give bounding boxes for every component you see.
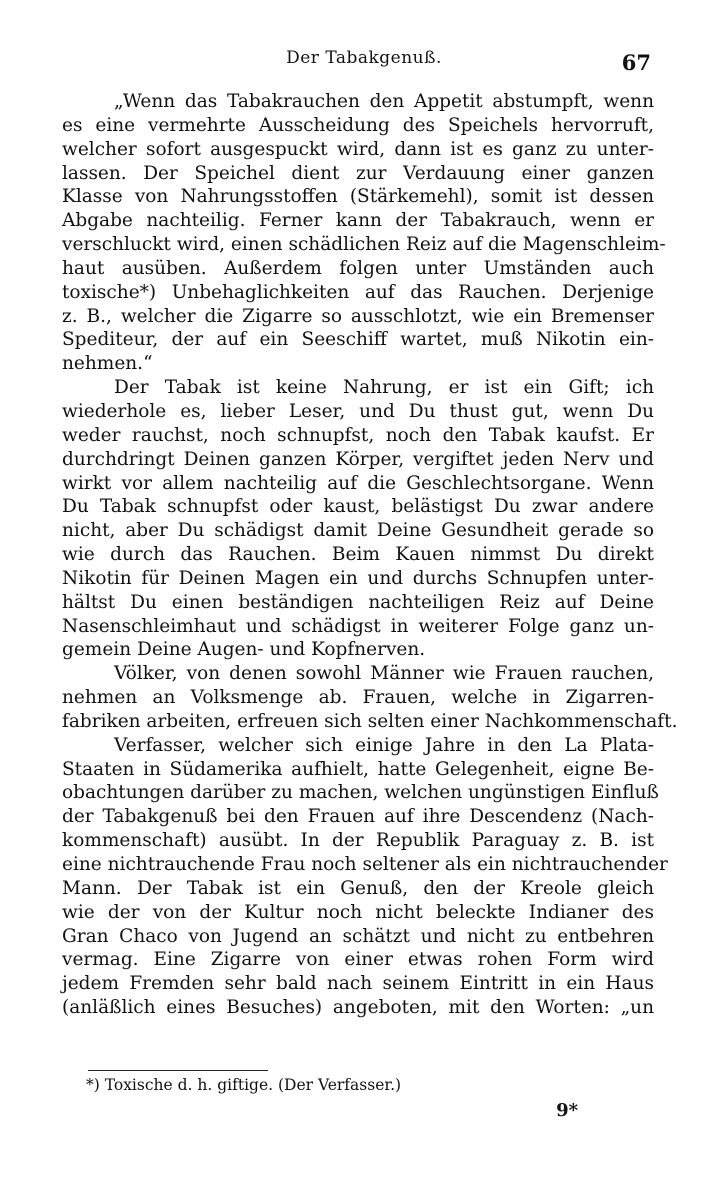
text-line: hältst Du einen beständigen nachteiligen Reiz auf Deine [62, 591, 654, 613]
text-line: nehmen an Volksmenge ab. Frauen, welche in Zigarren- [62, 687, 654, 709]
text-line: Staaten in Südamerika aufhielt, hatte Gelegenheit, eigne Be- [62, 758, 654, 780]
text-line: haut ausüben. Außerdem folgen unter Umständen auch [62, 257, 654, 279]
text-line: kommenschaft) ausübt. In der Republik Paraguay z. B. ist [62, 830, 654, 852]
text-line: wiederhole es, lieber Leser, und Du thust gut, wenn Du [62, 400, 654, 422]
text-line: Der Tabak ist keine Nahrung, er ist ein Gift; ich [114, 377, 654, 399]
page-header [0, 44, 728, 74]
text-line: Gran Chaco von Jugend an schätzt und nicht zu entbehren [62, 925, 654, 947]
text-line: Nasenschleimhaut und schädigst in weiterer Folge ganz un- [62, 615, 654, 637]
page-number: 67 [621, 50, 651, 75]
text-line: vermag. Eine Zigarre von einer etwas rohen Form wird [62, 949, 654, 971]
text-line: „Wenn das Tabakrauchen den Appetit abstumpft, wenn [114, 91, 654, 112]
text-line: nicht, aber Du schädigst damit Deine Gesundheit gerade so [62, 520, 654, 542]
text-line: wie der von der Kultur noch nicht beleckte Indianer des [62, 901, 654, 923]
footnote: *) Toxische d. h. giftige. (Der Verfasser.) [86, 1076, 402, 1094]
body-text [62, 90, 678, 1020]
text-line: wirkt vor allem nachteilig auf die Geschlechtsorgane. Wenn [62, 472, 654, 494]
text-line: Du Tabak schnupfst oder kaust, belästigst Du zwar andere [62, 496, 654, 518]
text-line: der Tabakgenuß bei den Frauen auf ihre Descendenz (Nach- [62, 806, 654, 828]
text-line: Verfasser, welcher sich einige Jahre in den La Plata- [114, 734, 654, 756]
text-line: gemein Deine Augen- und Kopfnerven. [62, 639, 426, 661]
text-line: nehmen.“ [62, 353, 153, 375]
text-line: es eine vermehrte Ausscheidung des Speichels hervorruft, [62, 114, 654, 136]
text-line: fabriken arbeiten, erfreuen sich selten einer Nachkommenschaft. [62, 710, 678, 732]
text-line: lassen. Der Speichel dient zur Verdauung einer ganzen [62, 162, 654, 184]
text-line: Mann. Der Tabak ist ein Genuß, den der Kreole gleich [62, 877, 654, 899]
text-line: wie durch das Rauchen. Beim Kauen nimmst Du direkt [62, 544, 654, 566]
text-line: verschluckt wird, einen schädlichen Reiz auf die Magenschleim- [62, 234, 666, 256]
text-line: (anläßlich eines Besuches) angeboten, mit den Worten: „un [62, 997, 654, 1019]
running-title: Der Tabakgenuß. [286, 48, 442, 68]
text-line: toxische*) Unbehaglichkeiten auf das Rauchen. Derjenige [62, 281, 654, 303]
text-line: Spediteur, der auf ein Seeschiff wartet, muß Nikotin ein- [62, 329, 654, 351]
text-line: welcher sofort ausgespuckt wird, dann ist es ganz zu unter- [62, 138, 654, 160]
text-line: weder rauchst, noch schnupfst, noch den Tabak kaufst. Er [62, 424, 654, 446]
text-line: durchdringt Deinen ganzen Körper, vergiftet jeden Nerv und [62, 448, 654, 470]
text-line: obachtungen darüber zu machen, welchen ungünstigen Einfluß [62, 782, 659, 804]
text-line: Völker, von denen sowohl Männer wie Frauen rauchen, [114, 663, 654, 685]
footnote-divider [88, 1070, 268, 1071]
text-line: jedem Fremden sehr bald nach seinem Eintritt in ein Haus [62, 973, 654, 995]
text-line: z. B., welcher die Zigarre so ausschlotzt, wie ein Bremenser [62, 305, 654, 327]
text-line: Klasse von Nahrungsstoffen (Stärkemehl), somit ist dessen [62, 186, 654, 208]
text-line: Abgabe nachteilig. Ferner kann der Tabakrauch, wenn er [62, 210, 654, 232]
text-line: Nikotin für Deinen Magen ein und durchs Schnupfen unter- [62, 567, 654, 589]
text-line: eine nichtrauchende Frau noch seltener als ein nichtrauchender [62, 854, 668, 875]
signature-mark: 9* [556, 1100, 578, 1121]
